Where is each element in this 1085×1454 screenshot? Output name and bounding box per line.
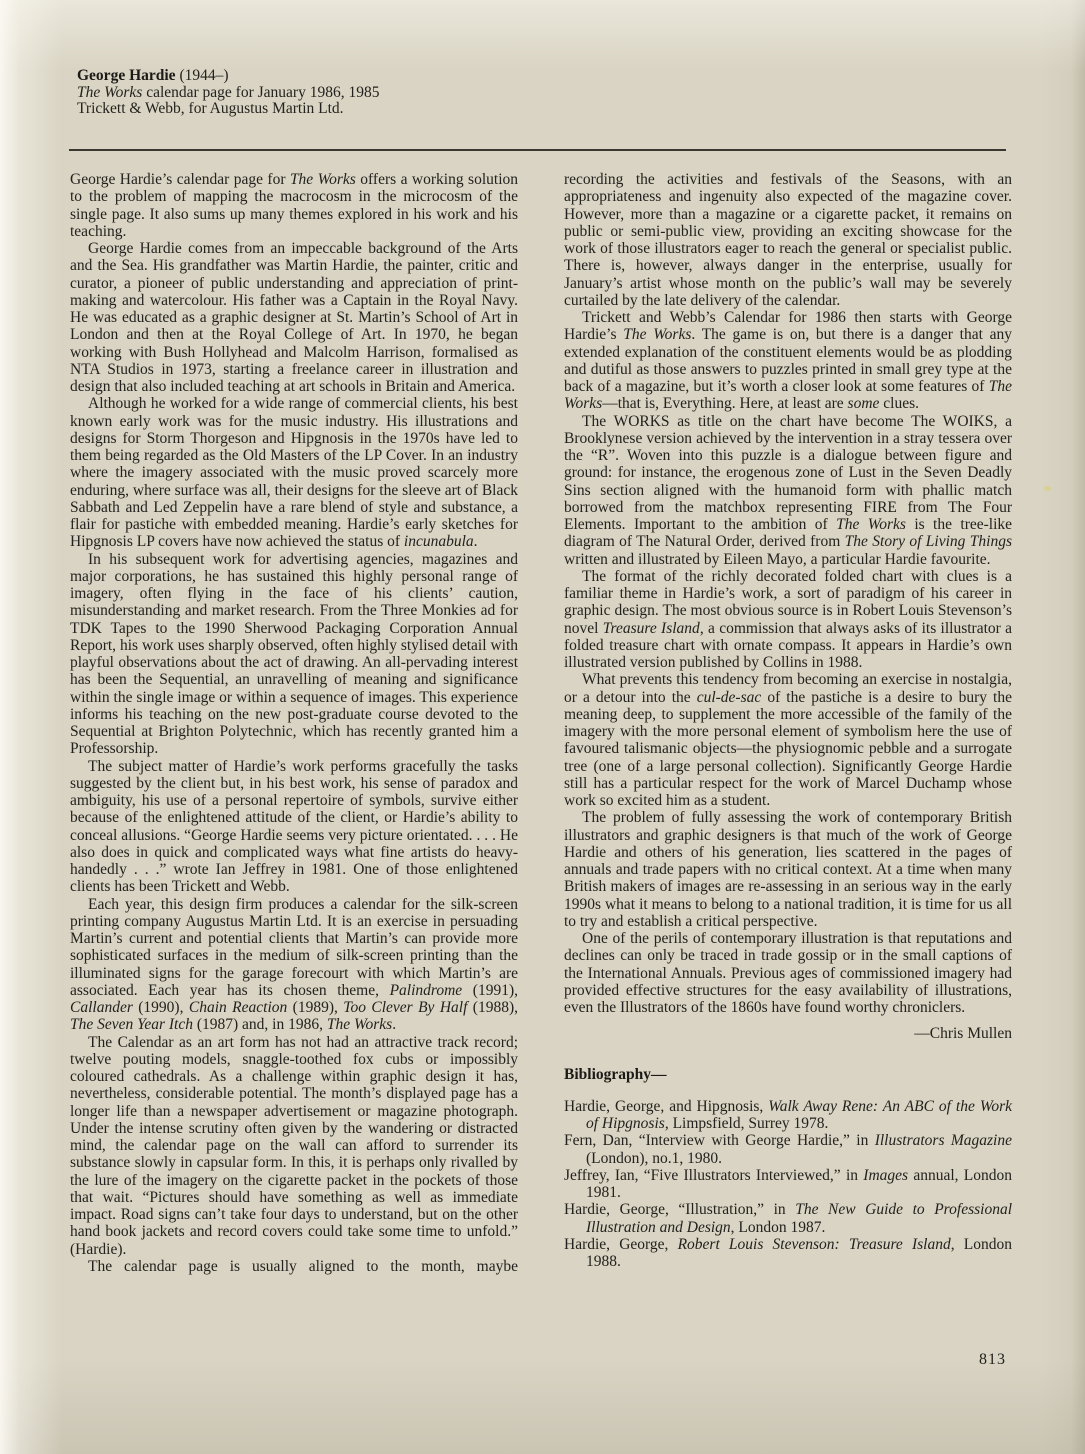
paragraph: The format of the richly decorated folded chart with clues is a familiar theme in Hardie’s work, a sort of paradigm of his career in graphic design. The most obvious source is in Robert Louis Stevenson’s novel Treasure Island, a commission that always asks of its illustrator a folded treasure chart with ornate compass. It appears in Hardie’s own illustrated version published by Collins in 1988. xyxy=(564,567,1013,671)
bibliography-entry: Hardie, George, and Hipgnosis, Walk Away Rene: An ABC of the Work of Hipgnosis, Limpsfield, Surrey 1978. xyxy=(564,1097,1012,1132)
bibliography-entry: Hardie, George, “Illustration,” in The New Guide to Professional Illustration and Design, London 1987. xyxy=(564,1201,1012,1236)
artwork-caption-header xyxy=(77,68,379,118)
paragraph: One of the perils of contemporary illustration is that reputations and declines can only be traced in trade gossip or in the small captions of the International Annuals. Previous ages of commissioned imagery had provided effective structures for the easy availability of illustrations, even the Illustrators of the 1860s have found worthy chroniclers. xyxy=(564,930,1012,1016)
paragraph: George Hardie’s calendar page for The Works offers a working solution to the problem of mapping the macrocosm in the microcosm of the single page. It also sums up many themes explored in his work and his teaching. xyxy=(70,171,518,240)
header-rule xyxy=(69,149,1006,151)
article-body xyxy=(70,171,1012,1275)
right-column xyxy=(564,171,1012,1275)
paragraph: In his subsequent work for advertising agencies, magazines and major corporations, he has sustained this highly personal range of imagery, often flying in the face of his clients’ caution, misunderstanding and market research. From the Three Monkies ad for TDK Tapes to the 1990 Sherwood Packaging Corporation Annual Report, his work uses sharply observed, often highly stylised detail with playful observations about the act of drawing. An all-pervading interest has been the Sequential, an unravelling of meaning and significance within the single image or within a sequence of images. This experience informs his teaching on the new post-graduate course devoted to the Sequential at Brighton Polytechnic, which has recently granted him a Professorship. xyxy=(70,550,518,758)
left-column xyxy=(70,171,518,1275)
paragraph: The subject matter of Hardie’s work performs gracefully the tasks suggested by the client but, in his best work, his sense of paradox and ambiguity, his use of a personal repertoire of symbols, survive either because of the enlightened attitude of the client, or Hardie’s ability to conceal allusions. “George Hardie seems very picture orientated. . . . He also does in quick and complicated ways what fine artists do heavy-handedly . . .” wrote Ian Jeffrey in 1981. One of those enlightened clients has been Trickett and Webb. xyxy=(70,757,518,896)
paragraph: What prevents this tendency from becoming an exercise in nostalgia, or a detour into the cul-de-sac of the pastiche is a desire to bury the meaning deep, to supplement the more accessible of the family of the imagery with the more personal element of symbolism here the use of favoured talismanic objects—the physiognomic pebble and a surrogate tree (one of a large personal collection). Significantly George Hardie still has a particular respect for the work of Marcel Duchamp whose work so excited him as a student. xyxy=(564,671,1012,809)
paragraph: recording the activities and festivals of the Seasons, with an appropriateness and ingenuity also expected of the magazine cover. However, more than a magazine or a cigarette packet, it remains on public or semi-public view, providing an exciting showcase for the work of those illustrators eager to reach the general or specialist public. There is, however, always danger in the enterprise, usually for January’s artist whose month on the public’s wall may be severely curtailed by the late delivery of the calendar. xyxy=(564,171,1012,309)
artwork-credit-line: Trickett & Webb, for Augustus Martin Ltd. xyxy=(77,100,344,117)
page-number: 813 xyxy=(979,1351,1006,1368)
bibliography-entry: Jeffrey, Ian, “Five Illustrators Interviewed,” in Images annual, London 1981. xyxy=(564,1166,1012,1201)
paragraph: The problem of fully assessing the work of contemporary British illustrators and graphic designers is that much of the work of George Hardie and others of his generation, lies scattered in the pages of annuals and trade papers with no critical context. At a time when many British makers of images are re-assessing in an serious way in the early 1990s what it means to belong to a national tradition, it is time for us all to try and establish a critical perspective. xyxy=(564,809,1012,930)
paragraph: Each year, this design firm produces a calendar for the silk-screen printing company Augustus Martin Ltd. It is an exercise in persuading Martin’s current and potential clients that Martin’s can provide more sophisticated surfaces in the medium of silk-screen printing than the illuminated signs for the garage forecourt with which Martin’s are associated. Each year has its chosen theme, Palindrome (1991), Callander (1990), Chain Reaction (1989), Too Clever By Half (1988), The Seven Year Itch (1987) and, in 1986, The Works. xyxy=(70,895,518,1034)
paragraph: Although he worked for a wide range of commercial clients, his best known early work was for the music industry. His illustrations and designs for Storm Thorgeson and Hipgnosis in the 1970s have led to them being regarded as the Old Masters of the LP Cover. In an industry where the imagery associated with the music proved scarcely more enduring, where surface was all, their designs for the sleeve art of Black Sabbath and Led Zeppelin have a rare blend of style and substance, a flair for pastiche with embedded meaning. Hardie’s early sketches for Hipgnosis LP covers have now achieved the status of incunabula. xyxy=(70,395,518,551)
bibliography-entry: Fern, Dan, “Interview with George Hardie,” in Illustrators Magazine (London), no.1, 1980. xyxy=(564,1132,1012,1167)
artwork-title-line: The Works calendar page for January 1986, 1985 xyxy=(77,83,380,101)
paragraph: The Calendar as an art form has not had an attractive track record; twelve pouting models, snaggle-toothed fox cubs or impossibly coloured cathedrals. As a challenge within graphic design it has, nevertheless, considerable potential. The month’s displayed page has a longer life than a newspaper advertisement or magazine photograph. Under the intense scrutiny often given by the wandering or distracted mind, the calendar page on the wall can afford to surrender its substance slowly in capsular form. In this, it is perhaps only rivalled by the lure of the imagery on the cigarette packet in the pockets of those that wait. “Pictures should have something as well as immediate impact. Road signs can’t take four days to understand, but on the other hand book jackets and record covers could take some time to unfold.” (Hardie). xyxy=(70,1033,518,1258)
paper-speck xyxy=(1044,486,1051,491)
bibliography-entry: Hardie, George, Robert Louis Stevenson: Treasure Island, London 1988. xyxy=(564,1235,1012,1270)
right-column-paragraphs xyxy=(564,171,1012,1016)
author-byline: —Chris Mullen xyxy=(914,1025,1012,1043)
paragraph: Trickett and Webb’s Calendar for 1986 then starts with George Hardie’s The Works. The game is on, but there is a danger that any extended explanation of the constituent elements would be as plodding and dutiful as those answers to puzzles printed in small grey type at the back of a magazine, but it’s worth a closer look at some features of The Works—that is, Everything. Here, at least are some clues. xyxy=(564,309,1012,413)
bibliography-list xyxy=(564,1098,1012,1271)
bibliography-heading: Bibliography— xyxy=(564,1065,667,1083)
paragraph: The WORKS as title on the chart have become The WOIKS, a Brooklynese version achieved by the intervention in a stray tessera over the “R”. Woven into this puzzle is a dialogue between figure and ground: for instance, the erogenous zone of Lust in the Seven Deadly Sins section aligned with the humanoid form with phallic match borrowed from the matchbox representing FIRE from The Four Elements. Important to the ambition of The Works is the tree-like diagram of The Natural Order, derived from The Story of Living Things written and illustrated by Eileen Mayo, a particular Hardie favourite. xyxy=(564,412,1013,568)
artist-name-line: George Hardie (1944–) xyxy=(77,67,229,84)
paragraph: The calendar page is usually aligned to the month, maybe xyxy=(88,1257,518,1275)
paragraph: George Hardie comes from an impeccable background of the Arts and the Sea. His grandfather was Martin Hardie, the painter, critic and curator, a pioneer of public understanding and appreciation of print-making and watercolour. His father was a Captain in the Royal Navy. He was educated as a graphic designer at St. Martin’s School of Art in London and then at the Royal College of Art. In 1970, he began working with Bush Hollyhead and Malcolm Harrison, formalised as NTA Studios in 1973, starting a freelance career in illustration and design that also included teaching at art schools in Britain and America. xyxy=(70,240,518,395)
